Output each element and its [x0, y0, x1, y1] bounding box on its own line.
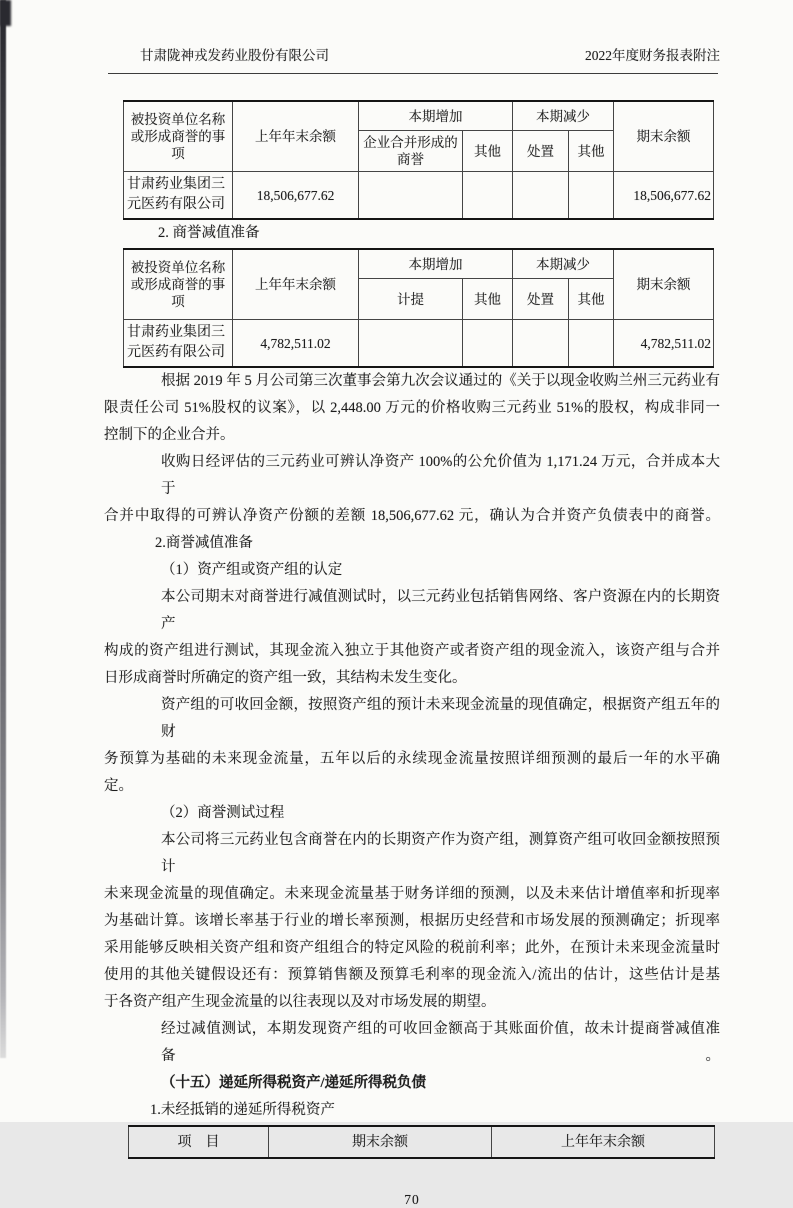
header-rule — [108, 73, 718, 74]
th-prior-year-end-balance: 上年年末余额 — [492, 1126, 715, 1158]
heading-unoffset-deferred-tax-assets: 1.未经抵销的递延所得税资产 — [150, 1102, 335, 1118]
th-ending-balance: 期末余额 — [269, 1126, 492, 1158]
cell-ending-balance: 4,782,511.02 — [614, 320, 714, 368]
empty-cell — [359, 172, 463, 220]
paragraph-line: 控制下的企业合并。 — [104, 427, 235, 443]
page-number: 70 — [404, 1192, 420, 1207]
paragraph-line: 资产组的可收回金额，按照资产组的预计未来现金流量的现值确定，根据资产组五年的财 — [161, 697, 720, 740]
heading-asset-group-identification: （1）资产组或资产组的认定 — [161, 562, 343, 578]
paragraph-line: 日形成商誉时所确定的资产组一致，其结构未发生变化。 — [104, 670, 467, 686]
paragraph-line: 构成的资产组进行测试，其现金流入独立于其他资产或者资产组的现金流入，该资产组与合并 — [104, 643, 720, 659]
paragraph-line: 定。 — [104, 778, 133, 794]
paragraph-line: 使用的其他关键假设还有：预算销售额及预算毛利率的现金流入/流出的估计，这些估计是基 — [104, 967, 720, 983]
paragraph-line: 经过减值测试，本期发现资产组的可收回金额高于其账面价值，故未计提商誉减值准备。 — [161, 1021, 720, 1064]
table-header-row — [124, 249, 714, 279]
table-row — [124, 320, 714, 368]
empty-cell — [513, 320, 569, 368]
table-header-row — [124, 101, 714, 131]
goodwill-original-cost-table — [123, 100, 714, 220]
scan-corner-mark — [0, 0, 11, 26]
heading-goodwill-impairment-2: 2.商誉减值准备 — [155, 535, 253, 551]
th-current-period-increase: 本期增加 — [359, 249, 513, 279]
paragraph-line: 于各资产组产生现金流量的以往表现以及对市场发展的期望。 — [104, 994, 496, 1010]
th-investee-name: 被投资单位名称或形成商誉的事项 — [124, 249, 233, 320]
empty-cell — [513, 172, 569, 220]
th-disposal: 处置 — [513, 131, 569, 172]
heading-goodwill-impairment: 2. 商誉减值准备 — [158, 225, 260, 241]
cell-investee-name: 甘肃药业集团三元医药有限公司 — [124, 320, 233, 368]
table-header-row — [129, 1126, 715, 1158]
table-row — [124, 172, 714, 220]
goodwill-impairment-table — [123, 248, 714, 368]
paragraph-line: 合并中取得的可辨认净资产份额的差额 18,506,677.62 元，确认为合并资产负债表中的商誉。 — [104, 508, 720, 524]
company-name: 甘肃陇神戎发药业股份有限公司 — [140, 48, 329, 63]
th-current-period-increase: 本期增加 — [359, 101, 513, 131]
paragraph-line: 根据 2019 年 5 月公司第三次董事会第九次会议通过的《关于以现金收购兰州三元药业有 — [161, 373, 720, 389]
th-investee-name: 被投资单位名称或形成商誉的事项 — [124, 101, 233, 172]
deferred-tax-assets-table — [128, 1125, 715, 1159]
document-title: 2022年度财务报表附注 — [585, 48, 720, 63]
th-ending-balance: 期末余额 — [614, 101, 714, 172]
th-current-period-decrease: 本期减少 — [513, 249, 614, 279]
paragraph-line: 务预算为基础的未来现金流量，五年以后的永续现金流量按照详细预测的最后一年的水平确 — [104, 751, 720, 767]
heading-section-15-deferred-tax: （十五）递延所得税资产/递延所得税负债 — [161, 1075, 427, 1091]
empty-cell — [359, 320, 463, 368]
cell-prior-balance: 18,506,677.62 — [233, 172, 359, 220]
th-prior-year-end-balance: 上年年末余额 — [233, 249, 359, 320]
th-increase-other: 其他 — [463, 131, 513, 172]
empty-cell — [569, 172, 614, 220]
empty-cell — [569, 320, 614, 368]
paragraph-line: 本公司期末对商誉进行减值测试时，以三元药业包括销售网络、客户资源在内的长期资产 — [161, 589, 720, 632]
th-current-period-decrease: 本期减少 — [513, 101, 614, 131]
th-increase-other: 其他 — [463, 279, 513, 320]
paragraph-line: 收购日经评估的三元药业可辨认净资产 100%的公允价值为 1,171.24 万元，合并成本大于 — [161, 454, 720, 497]
th-ending-balance: 期末余额 — [614, 249, 714, 320]
paragraph-line: 限责任公司 51%股权的议案》，以 2,448.00 万元的价格收购三元药业 51%的股权，构成非同一 — [104, 400, 720, 416]
body-text — [104, 368, 720, 1124]
th-provision: 计提 — [359, 279, 463, 320]
page-content — [104, 44, 720, 1208]
heading-goodwill-test-process: （2）商誉测试过程 — [161, 805, 285, 821]
cell-investee-name: 甘肃药业集团三元医药有限公司 — [124, 172, 233, 220]
th-decrease-other: 其他 — [569, 279, 614, 320]
document-header — [104, 44, 720, 64]
empty-cell — [463, 172, 513, 220]
th-disposal: 处置 — [513, 279, 569, 320]
paragraph-line: 为基础计算。该增长率基于行业的增长率预测，根据历史经营和市场发展的预测确定；折现率 — [104, 913, 720, 929]
th-decrease-other: 其他 — [569, 131, 614, 172]
th-item: 项 目 — [129, 1126, 269, 1158]
th-goodwill-from-combination: 企业合并形成的商誉 — [359, 131, 463, 172]
scan-edge-artifact — [0, 0, 6, 1058]
th-prior-year-end-balance: 上年年末余额 — [233, 101, 359, 172]
paragraph-line: 本公司将三元药业包含商誉在内的长期资产作为资产组，测算资产组可收回金额按照预计 — [161, 832, 720, 875]
cell-prior-balance: 4,782,511.02 — [233, 320, 359, 368]
paragraph-line: 未来现金流量的现值确定。未来现金流量基于财务详细的预测，以及未来估计增值率和折现率 — [104, 886, 720, 902]
cell-ending-balance: 18,506,677.62 — [614, 172, 714, 220]
empty-cell — [463, 320, 513, 368]
paragraph-line: 采用能够反映相关资产组和资产组组合的特定风险的税前利率；此外，在预计未来现金流量时 — [104, 940, 720, 956]
